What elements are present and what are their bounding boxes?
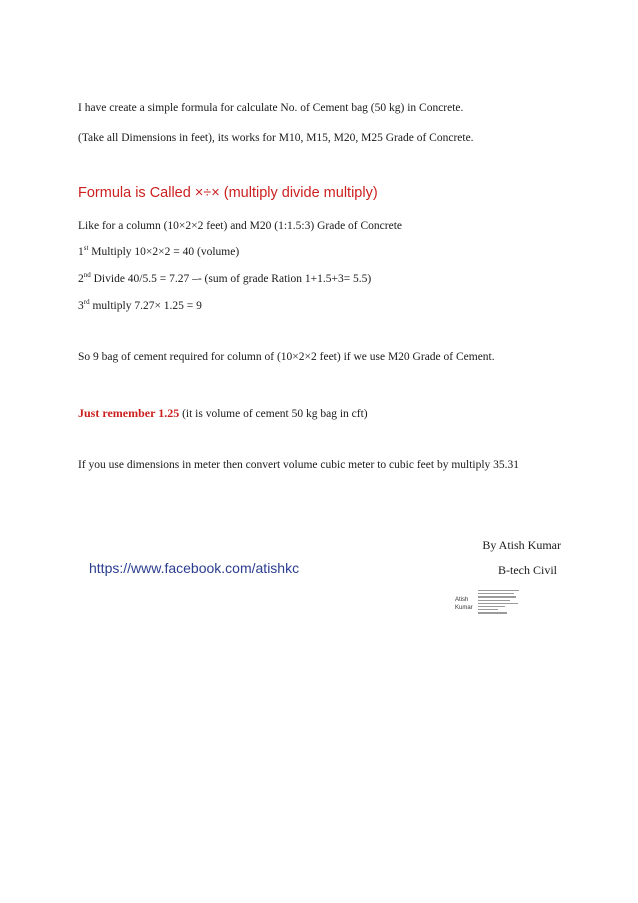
intro-line-1: I have create a simple formula for calculate No. of Cement bag (50 kg) in Concrete.	[78, 102, 464, 114]
step-1-suffix: st	[83, 244, 89, 253]
intro-line-2: (Take all Dimensions in feet), its works for M10, M15, M20, M25 Grade of Concrete.	[78, 132, 474, 144]
formula-title: Formula is Called ×÷× (multiply divide multiply)	[78, 185, 378, 201]
step-1	[78, 245, 239, 259]
remember-rest: (it is volume of cement 50 kg bag in cft)	[179, 408, 368, 420]
step-2-number: 2	[78, 273, 84, 285]
conversion-line: If you use dimensions in meter then convert volume cubic meter to cubic feet by multiply 35.31	[78, 459, 520, 471]
author-name: By Atish Kumar	[482, 538, 561, 552]
author-degree: B-tech Civil	[498, 563, 557, 577]
step-3-suffix: rd	[83, 298, 90, 307]
signature-details-icon	[478, 590, 523, 616]
digital-signature	[455, 590, 525, 622]
step-1-text: Multiply 10×2×2 = 40 (volume)	[88, 246, 240, 258]
step-1-number: 1	[78, 246, 84, 258]
example-intro: Like for a column (10×2×2 feet) and M20 (1:1.5:3) Grade of Concrete	[78, 220, 403, 232]
result-line: So 9 bag of cement required for column of (10×2×2 feet) if we use M20 Grade of Cement.	[78, 351, 495, 363]
signature-name-first: Atish	[455, 597, 469, 603]
signature-name	[455, 596, 473, 612]
remember-line	[78, 406, 368, 421]
step-2-text: Divide 40/5.5 = 7.27 –- (sum of grade Ration 1+1.5+3= 5.5)	[90, 273, 372, 285]
step-3	[78, 299, 202, 313]
step-3-number: 3	[78, 300, 84, 312]
remember-highlight: Just remember 1.25	[78, 406, 180, 420]
signature-name-last: Kumar	[455, 605, 473, 611]
step-2-suffix: nd	[83, 271, 91, 280]
step-2	[78, 272, 371, 286]
step-3-text: multiply 7.27× 1.25 = 9	[89, 300, 202, 312]
facebook-link[interactable]: https://www.facebook.com/atishkc	[89, 560, 300, 576]
